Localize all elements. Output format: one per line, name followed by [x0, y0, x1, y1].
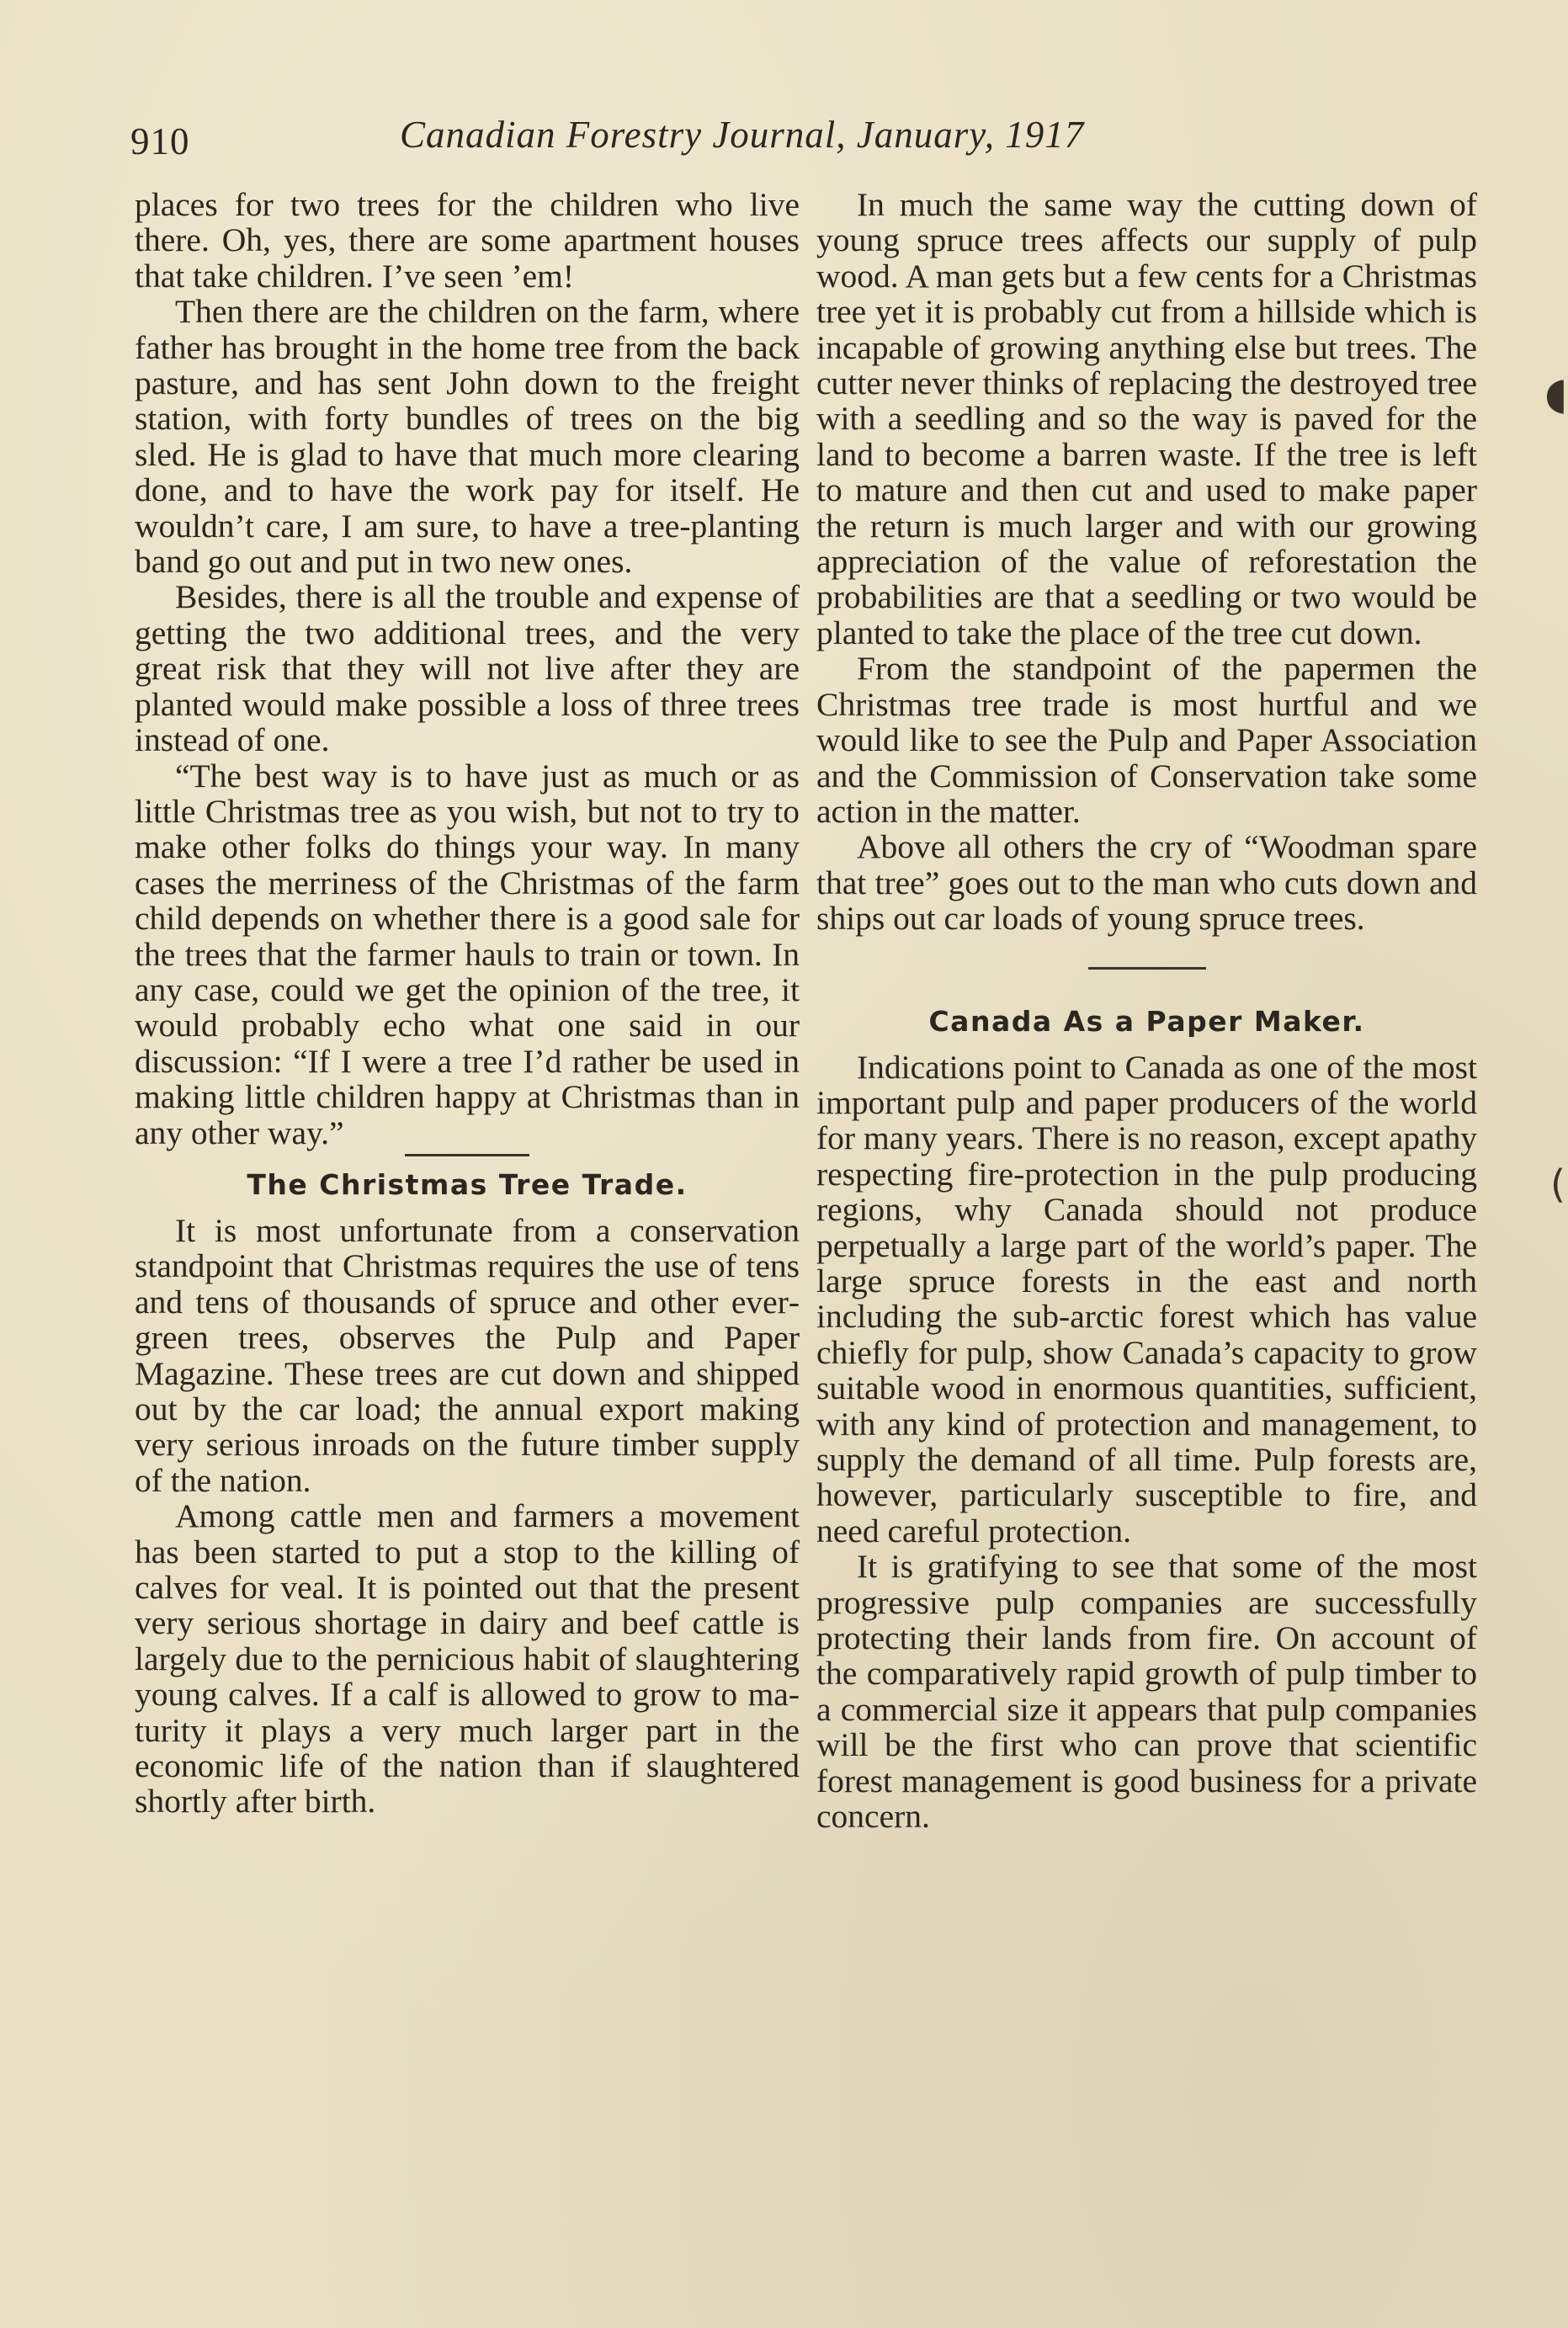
paragraph: Besides, there is all the trouble and expense of getting the two additional trees, and the very great risk that they will not live after they are planted would make possible a loss of three trees instead of one.: [135, 578, 800, 759]
paragraph: Indications point to Canada as one of the most important pulp and paper producers of the world for many years. There is no reason, except apathy respecting fire-protection in the pulp producing regions, why Canada should not produce perpetually a large part of the world’s paper. The large spruce forests in the east and north including the sub-arctic forest which has value chiefly for pulp, show Canada’s capacity to grow suitable wood in enormous quantities, sufficient, with any kind of protection and management, to supply the demand of all time. Pulp forests are, however, particularly susceptible to fire, and need careful protection.: [816, 1048, 1477, 1549]
paragraph: places for two trees for the children who live there. Oh, yes, there are some apartment houses that take children. I’ve seen ’em!: [135, 186, 800, 295]
binding-hole-mark: ◖: [1544, 369, 1568, 419]
paragraph: “The best way is to have just as much or as little Christmas tree as you wish, but not to try to make other folks do things your way. In many cases the merriness of the Christmas of the farm child depends on whether there is a good sale for the trees that the farmer hauls to train or town. In any case, could we get the opinion of the tree, it would probably echo what one said in our discussion: “If I were a tree I’d rather be used in making little children happy at Christmas than in any other way.”: [135, 757, 800, 1151]
binding-hole-mark: (: [1550, 1161, 1565, 1207]
section-heading-christmas-tree-trade: The Christmas Tree Trade.: [247, 1167, 688, 1201]
running-head: [130, 108, 1443, 167]
page-number: 910: [130, 120, 190, 162]
section-heading-canada-paper-maker: Canada As a Paper Maker.: [928, 1004, 1365, 1038]
paragraph: Above all others the cry of “Woodman spare that tree” goes out to the man who cuts down and ships out car loads of young spruce trees.: [816, 828, 1477, 938]
paragraph: It is most unfortunate from a conservation standpoint that Christmas requires the use of tens and tens of thousands of spruce and other evergreen trees, observes the Pulp and Paper Magazine. These trees are cut down and shipped out by the car load; the annual export making very serious inroads on the future timber supply of the nation.: [135, 1211, 800, 1499]
journal-title: Canadian Forestry Journal, January, 1917: [400, 114, 1085, 156]
paragraph: In much the same way the cutting down of young spruce trees affects our supply of pulp wood. A man gets but a few cents for a Christmas tree yet it is probably cut from a hillside which is incapable of growing anything else but trees. The cutter never thinks of replacing the destroyed tree with a seedling and so the way is paved for the land to become a barren waste. If the tree is left to mature and then cut and used to make paper the return is much larger and with our growing appreciation of the value of reforestation the probabilities are that a seedling or two would be planted to take the place of the tree cut down.: [816, 186, 1477, 651]
section-divider: [405, 1154, 529, 1156]
left-column: [135, 187, 800, 1820]
paragraph: From the standpoint of the papermen the Christmas tree trade is most hurtful and we would like to see the Pulp and Paper Association and the Commission of Conservation take some action in the matter.: [816, 650, 1477, 830]
paragraph: Then there are the children on the farm, where father has brought in the home tree from the back pasture, and has sent John down to the freight station, with forty bundles of trees on the big sled. He is glad to have that much more clearing done, and to have the work pay for itself. He wouldn’t care, I am sure, to have a tree-planting band go out and put in two new ones.: [135, 293, 800, 581]
paragraph: It is gratifying to see that some of the most progressive pulp companies are successfully protecting their lands from fire. On account of the comparatively rapid growth of pulp timber to a commercial size it appears that pulp companies will be the first who can prove that scientific forest management is good business for a private concern.: [816, 1548, 1477, 1836]
paragraph: Among cattle men and farmers a movement has been started to put a stop to the killing of calves for veal. It is pointed out that the present very serious shortage in dairy and beef cattle is largely due to the pernicious habit of slaughtering young calves. If a calf is allowed to grow to maturity it plays a very much larger part in the economic life of the nation than if slaughtered shortly after birth.: [135, 1497, 800, 1820]
right-column: [816, 187, 1477, 1834]
section-divider: [1088, 967, 1206, 970]
